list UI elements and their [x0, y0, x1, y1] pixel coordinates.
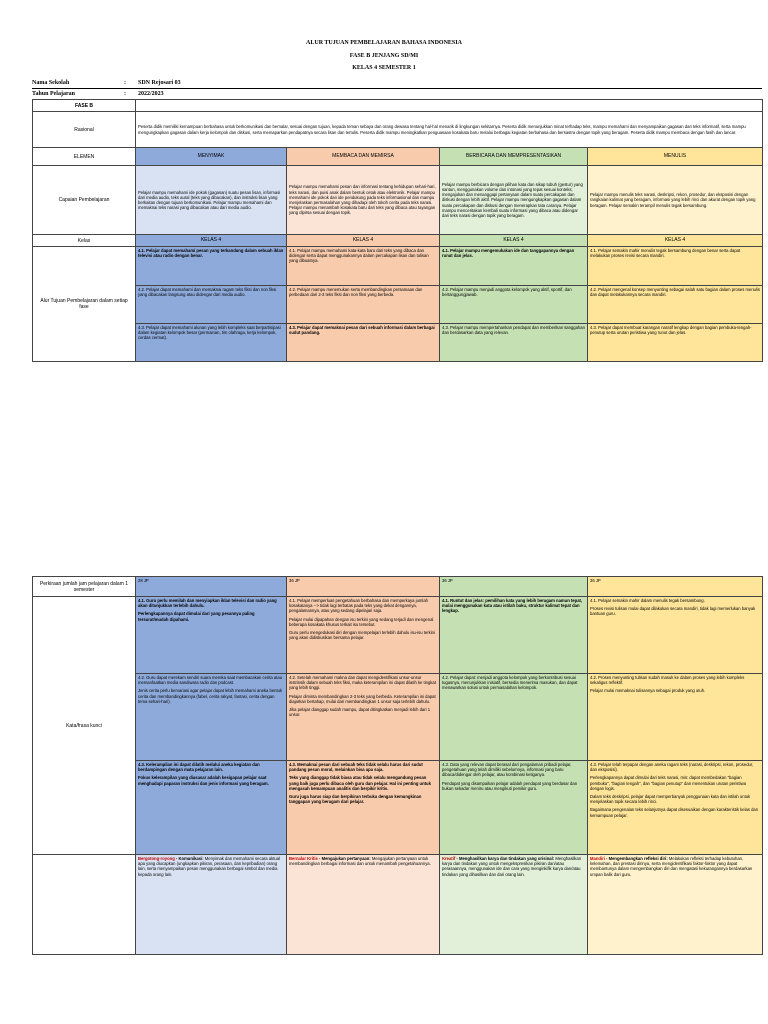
kata-paragraph: Dalam teks deskripsi, pelajar dapat memperbanyak penggunaan kata dan istilah untuk menjelaskan topik secara lebih rinci.	[590, 794, 751, 805]
jp-label: Perkiraan jumlah jam pelajaran dalam 1 semester	[33, 577, 136, 597]
profil-berbicara	[440, 855, 588, 955]
capaian-membaca: Pelajar mampu memahami pesan dan informasi tentang kehidupan sehari-hari, teks narasi, dan puisi anak dalam bentuk cetak atau elektronik. Pelajar mampu memahami ide pokok dan ide pendukung pada teks informasional dan mampu menjelaskan permasalahan yang dihadapi oleh tokoh cerita pada teks narasi. Pelajar mampu menambah kosakata baru dari teks yang dibaca atau tayangan yang dipirsa sesuai dengan topik.	[287, 166, 440, 235]
kata-paragraph: 4.3. Pelajar telah terpapar dengan aneka ragam teks (narasi, deskripsi, rekon, prosedur, dan eksposisi).	[590, 762, 754, 773]
profil-text: Melakukan refleksi terhadap kebutuhan, kelemahan, dan prestasi dirinya, serta mengidentifikasi faktor-faktor yang dapat membantunya dalam mengembangkan diri dan mengatasi kekurangannya berdasarkan umpan balik dari guru.	[590, 856, 753, 877]
kata-paragraph: Pelajar mulai memaknai tulisannya sebagai produk yang utuh.	[590, 688, 706, 694]
profil-element: - Menghasilkan karya dan tindakan yang orisinal:	[455, 856, 555, 861]
atp-membaca-2	[287, 286, 440, 324]
profil-dimension: Bernalar Kritis	[289, 856, 318, 861]
profil-element: - Mengembangkan refleksi diri:	[604, 856, 668, 861]
atp-berbicara-2	[440, 286, 588, 324]
kata-paragraph: Bagaimana pengenalan teks selanjutnya dapat disesuaikan dengan karakteristik kelas dan kemampuan pelajar.	[590, 807, 759, 818]
profil-element: - Mengajukan pertanyaan:	[317, 856, 371, 861]
kata-kunci-label: Kata/frasa kunci	[33, 597, 136, 855]
profil-dimension: Kreatif	[442, 856, 456, 861]
kata-paragraph: 4.1. Pelajar semakin mahir dalam menulis tegak bersambung.	[590, 598, 705, 603]
profil-membaca	[287, 855, 440, 955]
kata-paragraph: 4.3. Kelerampilan ini dapat dilatih melalui aneka kegiatan dan berdampingan dengan mata pelajaran lain.	[138, 762, 260, 773]
atp-label: Alur Tujuan Pembelajaran dalam setiap fase	[33, 247, 136, 362]
kata-paragraph: Perlengkapannya dapat dimulai dari yang pesannya paling tersurat/mudah dipahami.	[138, 611, 255, 622]
kata-paragraph: 4.1. Guru perlu memilah dan menyiapkan iklan televisi dan radio yang akan ditunjukkan terlebih dahulu.	[138, 598, 277, 609]
profil-dimension: Bergotong-royong	[138, 856, 175, 861]
jp-berbicara: 36 JP	[440, 577, 588, 597]
atp-text: 4.2. Pelajar mampu menemukan serta membandingkan persamaan dan perbedaan dari 2-3 teks fiksi dan non fiksi yang berbeda.	[289, 287, 423, 298]
atp-text: 4.1. Pelajar mampu mengemukakan ide dan tanggapannya dengan runut dan jelas.	[442, 248, 575, 259]
atp-text: 4.2. Pelajar mampu menjadi anggota kelompok yang aktif, sportif, dan bertanggungjawab.	[442, 287, 572, 298]
kelas-membaca: KELAS 4	[287, 235, 440, 247]
profil-text: Menyimak dan memahami secara aktual apa yang diucapkan (ungkapkan pikiran, perasaan, dan kepribadian) orang lain, serta menyampaikan pesan menggunakan berbagai simbol dan media kepada orang lain.	[138, 856, 280, 877]
capaian-label: Capaian Pembelajaran	[33, 166, 136, 235]
kata-paragraph: Jika pelajar dianggap sudah mampu, dapat ditingkatkan menjadi lebih dari 1 unsur.	[289, 707, 431, 718]
jp-menyimak: 28 JP	[136, 577, 287, 597]
atp-menyimak-3	[136, 324, 287, 362]
profil-menulis	[588, 855, 763, 955]
kata-menulis-1	[588, 597, 763, 674]
colon: :	[124, 91, 126, 97]
kelas-menyimak: KELAS 4	[136, 235, 287, 247]
kata-membaca-1	[287, 597, 440, 674]
kelas-berbicara: KELAS 4	[440, 235, 588, 247]
atp-membaca-3	[287, 324, 440, 362]
atp-berbicara-1	[440, 247, 588, 286]
kata-berbicara-3	[440, 761, 588, 855]
elemen-label: ELEMEN	[33, 148, 136, 166]
atp-text: 4.3. Pelajar dapat membuat karangan naratif lengkap dengan bagian pembuka-tengah-penutup serta urutan peristiwa yang runut dan jelas.	[590, 325, 752, 336]
profil-text: Mengajukan pertanyaan untuk membandingkan berbagai informasi dan untuk menambah pengetahuannya.	[289, 856, 431, 867]
kata-menyimak-3	[136, 761, 287, 855]
doc-title: ALUR TUJUAN PEMBELAJARAN BAHASA INDONESIA	[306, 40, 462, 46]
kata-paragraph: Teks yang dianggap tidak biasa atau tidak selalu mengandung pesan yang baik juga perlu dibaca oleh guru dan pelajar. Hal ini penting untuk mengasah kemampuan analitis dan berpikir kritis.	[289, 775, 431, 791]
school-year-value: 2022/2023	[138, 91, 164, 97]
jp-menulis: 36 JP	[588, 577, 763, 597]
kata-paragraph: Pelajar mulai dipapahan dengan isu terkini yang sedang terjadi dan mengenal beberapa kosakata khusus terkait isu tersebut.	[289, 616, 434, 627]
atp-berbicara-3	[440, 324, 588, 362]
kata-menyimak-1	[136, 597, 287, 674]
kata-paragraph: 4.1. Runtut dan jelas: pemilihan kata yang lebih beragam namun tepat, mulai menggunakan kata atau istilah baku, struktur kalimat tepat dan lengkap.	[442, 598, 583, 614]
kata-menulis-2	[588, 674, 763, 761]
elemen-berbicara: BERBICARA DAN MEMPRESENTASIKAN	[440, 148, 588, 166]
kata-menyimak-2	[136, 674, 287, 761]
doc-subtitle-fase: FASE B JENJANG SD/MI	[349, 53, 419, 59]
kata-paragraph: 4.2. Proses menyunting tulisan sudah masuk ke dalam proses yang lebih kompleks sekaligus reflektif.	[590, 675, 745, 686]
kata-paragraph: Pelajar diminta membandingkan 2-3 teks yang berbeda. Keterampilan ini dapat diajarkan bertahap, mulai dari membandingkan 1 unsur saja terlebih dahulu.	[289, 693, 436, 704]
profil-dimension: Mandiri	[590, 856, 605, 861]
kata-menulis-3	[588, 761, 763, 855]
profil-element: - Komunikasi:	[174, 856, 204, 861]
atp-menyimak-1	[136, 247, 287, 286]
kata-membaca-2	[287, 674, 440, 761]
kata-paragraph: 4.2. Guru dapat merekam sendiri suara mereka saat membacakan cerita atau memanfaatkan media sandiwara radio dan podcast.	[138, 675, 283, 686]
fase-empty	[136, 100, 763, 112]
kata-paragraph: 4.2. Setelah memahami makna dan dapat mengidentifikasi unsur-unsur instrinsik dalam sebuah teks fiksi, maka keterampilan ini dapat dilatih ke tingkat yang lebih tinggi.	[289, 675, 436, 691]
atp-text: 4.3. Pelajar mampu mempertahankan pendapat dan memberikan sanggahan dan berdasarkan data yang relevan.	[442, 325, 585, 336]
kata-kunci-table	[32, 576, 763, 955]
atp-menyimak-2	[136, 286, 287, 324]
kata-paragraph: Guru juga harus siap dan berpikiran terbuka dengan kemungkinan tanggapan yang beragam dari pelajar.	[289, 794, 422, 805]
rasional-text: Peserta didik memiliki kemampuan berbahasa untuk berkomunikasi dan bernalar, sesuai dengan tujuan, kepada teman sebaya dan orang dewasa tentang hal-hal menarik di lingkungan sekitarnya. Peserta didik menunjukkan minat terhadap teks, mampu memahami dan menyampaikan gagasan dari teks informatif, serta mampu mengungkapkan gagasan dalam kerja kelompok dan diskusi, serta memaparkan pendapatnya secara lisan dan tertulis. Peserta didik mampu meningkatkan penguasaan kosakata baru melalui berbagai kegiatan berbahasa dan bersastra dengan topik yang beragam. Peserta didik mampu membaca dengan fasih dan lancar.	[136, 112, 763, 148]
capaian-berbicara: Pelajar mampu berbicara dengan pilihan kata dan sikap tubuh (gestur) yang santun, menggunakan volume dan intonasi yang tepat sesuai konteks; mengajukan dan menanggapi pertanyaan dalam suatu percakapan dan diskusi dengan lebih aktif. Pelajar mampu mengungkapkan gagasan dalam suatu percakapan dan diskusi dengan menerapkan tata caranya. Pelajar mampu menceritakan kembali suatu informasi yang dibaca atau didengar dari teks narasi dengan topik yang beragam.	[440, 166, 588, 235]
school-name-value: SDN Rejosari 03	[138, 80, 181, 86]
atp-menulis-3	[588, 324, 763, 362]
atp-text: 4.3. Pelajar dapat memahami alunan yang lebih kompleks saat berpartisipasi dalam kegiatan kelompok besar (permainan, tim olahraga, kerja kelompok, cerdas cermat).	[138, 325, 281, 341]
colon: :	[124, 80, 126, 86]
elemen-menulis: MENULIS	[588, 148, 763, 166]
atp-menulis-2	[588, 286, 763, 324]
atp-membaca-1	[287, 247, 440, 286]
capaian-menyimak: Pelajar mampu memahami ide pokok (gagasan) suatu pesan lisan, informasi dari media audio, teks aural (teks yang dibacakan), dan instruksi lisan yang berkaitan dengan tujuan berkomunikasi. Pelajar mampu memahami dan memaknai teks narasi yang dibacakan atau dari media audio.	[136, 166, 287, 235]
atp-text: 4.1. Pelajar semakin mahir menulis tegak bersambung dengan benar serta dapat melakukan proses revisi secara mandiri.	[590, 248, 741, 259]
school-name-label: Nama Sekolah	[32, 80, 70, 86]
rasional-label: Rasional	[33, 112, 136, 148]
school-year-label: Tahun Pelajaran	[32, 91, 75, 97]
capaian-menulis: Pelajar mampu menulis teks narasi, deskripsi, rekon, prosedur, dan eksposisi dengan rangkaian kalimat yang beragam, informasi yang lebih rinci dan akurat dengan topik yang beragam. Pelajar semakin terampil menulis tegak bersambung.	[588, 166, 763, 235]
kata-berbicara-2	[440, 674, 588, 761]
kata-paragraph: Proses revisi tulisan mulai dapat dilakukan secara mandiri, tidak lagi memerlukan banyak bantuan guru.	[590, 606, 756, 617]
profil-text: Menghasilkan karya dan tindakan yang untuk mengekspresikan pikiran dan/atau perasaannya, menggunakan ide dan cara yang menginkifik karya dan/atau tindakan yang dihasilkan dan dari orang lain.	[442, 856, 582, 877]
jp-membaca: 36 JP	[287, 577, 440, 597]
elemen-menyimak: MENYIMAK	[136, 148, 287, 166]
doc-subtitle-kelas: KELAS 4 SEMESTER 1	[352, 65, 416, 71]
kata-berbicara-1	[440, 597, 588, 674]
kelas-menulis: KELAS 4	[588, 235, 763, 247]
elemen-membaca: MEMBACA DAN MEMIRSA	[287, 148, 440, 166]
atp-text: 4.1. Pelajar mampu memahami kata-kata baru dari teks yang dibaca dan didengar serta dapat menggunakannya dalam percakapan lisan dan tulisan yang dibuatnya.	[289, 248, 429, 264]
atp-table	[32, 99, 763, 362]
atp-text: 4.1. Pelajar dapat memahami pesan yang terkandung dalam sebuah iklan televisi atau radio dengan benar.	[138, 248, 284, 259]
atp-text: 4.2. Pelajar mengenal konsep menyunting sebagai salah satu bagian dalam proses menulis dan dapat melakukannya secara mandiri.	[590, 287, 760, 298]
kata-membaca-3	[287, 761, 440, 855]
divider	[32, 88, 762, 89]
kata-paragraph: Fokus kelerampilan yang diasasar adalah kesigapan pelajar saat menghadapi paparan instruksi dan jenis informasi yang beragam.	[138, 775, 269, 786]
profil-label-empty	[33, 855, 136, 955]
kata-paragraph: 4.3. Memaknai pesan dari sebuah teks tidak selalu harus dari sudut pandang pesan moral, melainkan bisa apa saja.	[289, 762, 423, 773]
kata-paragraph: Perlengkapannya dapat dimulai dari teks narasi, mis: dapat membedakan "bagian pembuka", "bagian tengah", dan "bagian penutup" dan menentukan urutan peristiwa dengan logis.	[590, 775, 746, 791]
profil-menyimak	[136, 855, 287, 955]
kata-paragraph: 4.2. Pelajar dapat: menjadi anggota kelompok yang berkontribusi sesuai tugasnya, menunjukkan inisiatif, bersedia menerima masukan, dan dapat menawarkan solusi untuk permasalahan kelompok.	[442, 675, 578, 691]
atp-text: 4.3. Pelajar dapat memaknai pesan dari sebuah informasi dalam berbagai sudut pandang.	[289, 325, 435, 336]
kelas-label: Kelas	[33, 235, 136, 247]
fase-label: FASE B	[33, 100, 136, 112]
kata-paragraph: Guru perlu mengedukasi diri dengan mempelajari terlebih dahulu isu-isu terkini yang akan didiskusikan bersama pelajar.	[289, 630, 435, 641]
kata-paragraph: Pendapat yang disampaikan pelajar adalah pendapat yang berdasar dan bukan sekadar meniru atau mengikuti pemikir guru.	[442, 780, 578, 791]
atp-menulis-1	[588, 247, 763, 286]
kata-paragraph: Jenis cerita perlu bervariasi agar pelajar dapat lebih memahami aneka bentuk cerita dan membandingkannya (fabel, cerita rakyat, fantasi, cerita dengan tema sehari-hari).	[138, 688, 283, 704]
kata-paragraph: 4.1. Pelajar memperluas pengetahuan berbahasa dan memperkaya jumlah kosakatanya --> tidak lagi terbatas pada teks yang dekat dengannya, pengalamannya, atau yang sedang dipelajari saja.	[289, 598, 428, 614]
kata-paragraph: 4.3. Data yang relevan dapat berasal dari pengalaman pribadi pelajar, pengetahuan yang telah dimiliki sebelumnya, informasi yang baru dibaca/didengar oleh pelajar, atau kombinasi ketiganya.	[442, 762, 572, 778]
atp-text: 4.2. Pelajar dapat memahami dan memaknai ragam teks fiksi dan non fiksi yang dibacakan langsung atau didengar dari media audio.	[138, 287, 277, 298]
